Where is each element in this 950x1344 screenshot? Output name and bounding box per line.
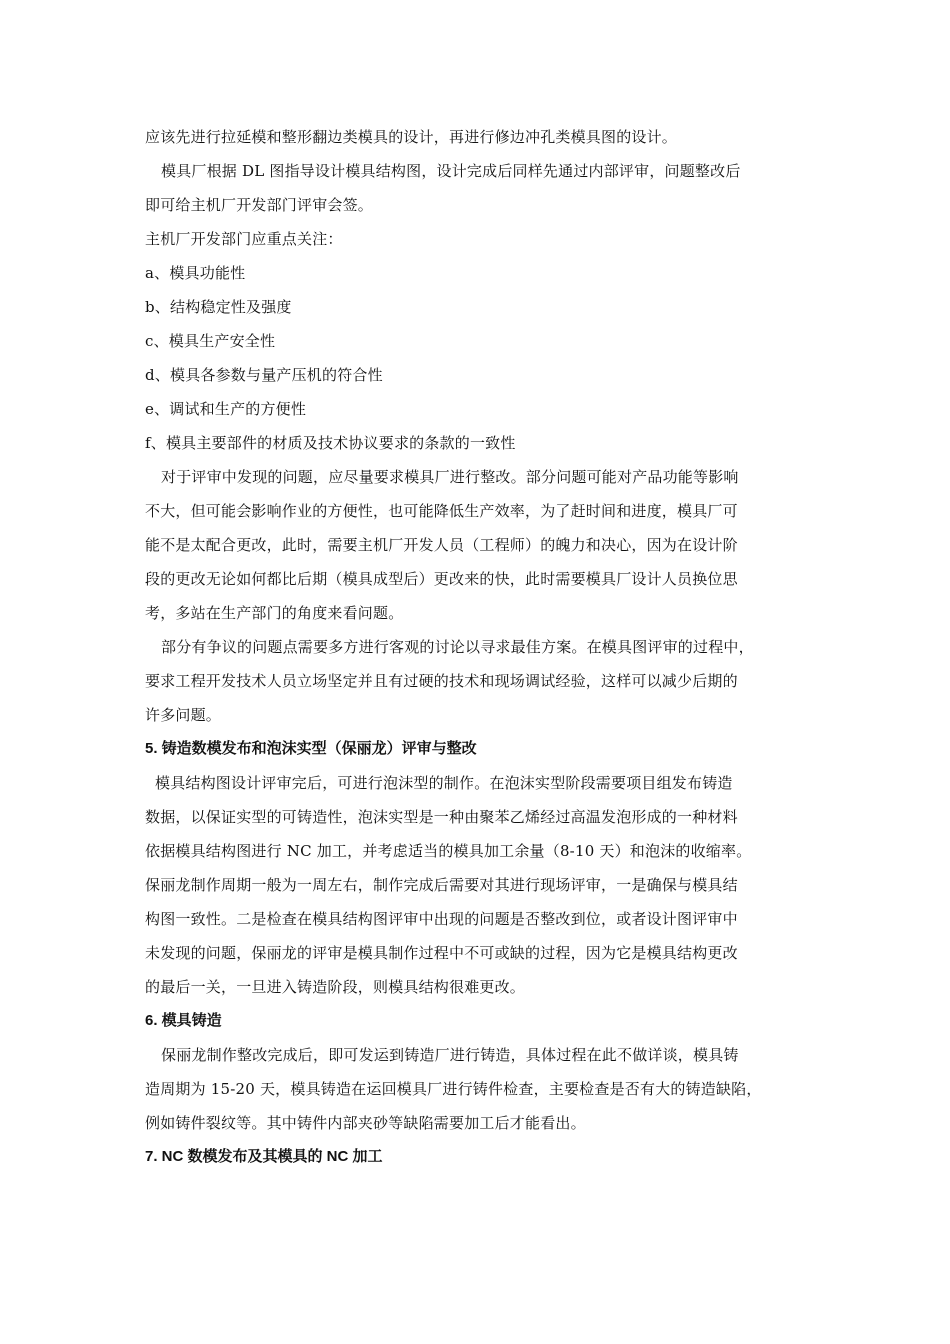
text-line: 依据模具结构图进行 NC 加工，并考虑适当的模具加工余量（8-10 天）和泡沫的收缩率。 (145, 842, 752, 860)
text-line: e、调试和生产的方便性 (145, 400, 307, 418)
paragraph (145, 1038, 807, 1140)
section-heading: 5. 铸造数模发布和泡沫实型（保丽龙）评审与整改 (145, 740, 477, 757)
paragraph (145, 222, 807, 256)
document-body (145, 120, 807, 1174)
text-line: 保丽龙制作周期一般为一周左右，制作完成后需要对其进行现场评审，一是确保与模具结 (145, 876, 738, 894)
text-line: 段的更改无论如何都比后期（模具成型后）更改来的快，此时需要模具厂设计人员换位思 (145, 570, 738, 588)
paragraph (145, 154, 807, 222)
text-line: 模具厂根据 DL 图指导设计模具结构图，设计完成后同样先通过内部评审，问题整改后 (161, 162, 741, 180)
section-heading: 7. NC 数模发布及其模具的 NC 加工 (145, 1148, 383, 1165)
text-line: 未发现的问题，保丽龙的评审是模具制作过程中不可或缺的过程，因为它是模具结构更改 (145, 944, 738, 962)
list-item (145, 290, 807, 324)
text-line: 不大，但可能会影响作业的方便性，也可能降低生产效率，为了赶时间和进度，模具厂可 (145, 502, 738, 520)
text-line: 造周期为 15-20 天，模具铸造在运回模具厂进行铸件检查，主要检查是否有大的铸造缺陷， (145, 1080, 762, 1098)
text-line: 模具结构图设计评审完后，可进行泡沫型的制作。在泡沫实型阶段需要项目组发布铸造 (155, 774, 733, 792)
text-line: 许多问题。 (145, 706, 222, 724)
list-item (145, 358, 807, 392)
text-line: 数据，以保证实型的可铸造性，泡沫实型是一种由聚苯乙烯经过高温发泡形成的一种材料 (145, 808, 738, 826)
text-line: 的最后一关，一旦进入铸造阶段，则模具结构很难更改。 (145, 978, 526, 996)
list-item (145, 256, 807, 290)
text-line: 即可给主机厂开发部门评审会签。 (145, 196, 374, 214)
text-line: c、模具生产安全性 (145, 332, 276, 350)
text-line: 应该先进行拉延模和整形翻边类模具的设计，再进行修边冲孔类模具图的设计。 (145, 128, 678, 146)
text-line: 考，多站在生产部门的角度来看问题。 (145, 604, 404, 622)
paragraph (145, 460, 807, 630)
list-item (145, 392, 807, 426)
text-line: 保丽龙制作整改完成后，即可发运到铸造厂进行铸造，具体过程在此不做详谈，模具铸 (161, 1046, 739, 1064)
text-line: 要求工程开发技术人员立场坚定并且有过硬的技术和现场调试经验，这样可以减少后期的 (145, 672, 738, 690)
paragraph (145, 120, 807, 154)
list-item (145, 426, 807, 460)
text-line: 对于评审中发现的问题，应尽量要求模具厂进行整改。部分问题可能对产品功能等影响 (161, 468, 739, 486)
text-line: f、模具主要部件的材质及技术协议要求的条款的一致性 (145, 434, 516, 452)
list-item (145, 324, 807, 358)
text-line: 主机厂开发部门应重点关注： (145, 230, 343, 248)
text-line: d、模具各参数与量产压机的符合性 (145, 366, 383, 384)
text-line: 构图一致性。二是检查在模具结构图评审中出现的问题是否整改到位，或者设计图评审中 (145, 910, 738, 928)
section-heading: 6. 模具铸造 (145, 1012, 222, 1029)
paragraph (145, 868, 807, 1004)
text-line: 部分有争议的问题点需要多方进行客观的讨论以寻求最佳方案。在模具图评审的过程中， (161, 638, 754, 656)
paragraph (145, 766, 807, 868)
text-line: b、结构稳定性及强度 (145, 298, 292, 316)
paragraph (145, 630, 807, 732)
text-line: a、模具功能性 (145, 264, 246, 282)
text-line: 能不是太配合更改，此时，需要主机厂开发人员（工程师）的魄力和决心，因为在设计阶 (145, 536, 738, 554)
text-line: 例如铸件裂纹等。其中铸件内部夹砂等缺陷需要加工后才能看出。 (145, 1114, 586, 1132)
